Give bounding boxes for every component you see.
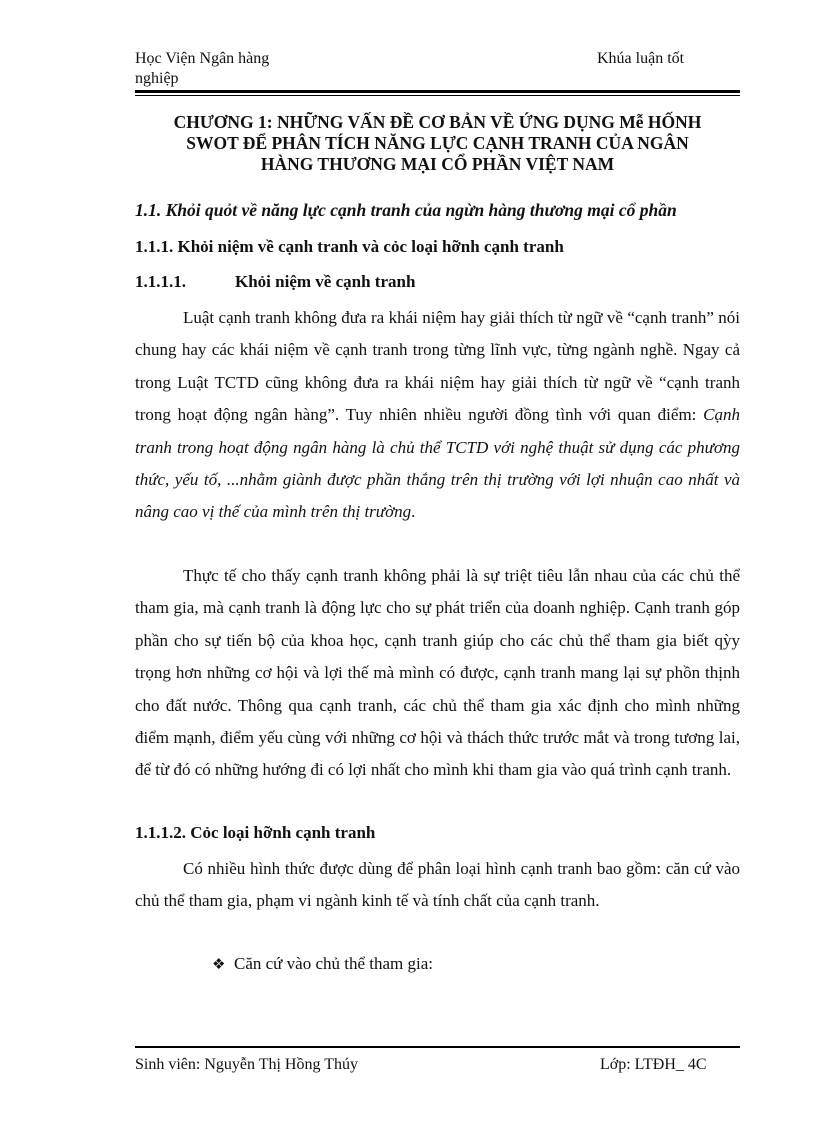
diamond-bullet-icon: ❖ [212, 955, 226, 973]
section-number: 1.1.1.1. [135, 272, 186, 291]
header-rule-thick [135, 90, 740, 93]
footer-student-name: Sinh viên: Nguyễn Thị Hồng Thúy [135, 1056, 358, 1073]
footer-class: Lớp: LTĐH_ 4C [600, 1056, 707, 1073]
section-heading-1-1: 1.1. Khỏi quỏt về năng lực cạnh tranh của ngừn hàng thương mại cổ phần [135, 200, 677, 220]
header-institution [135, 49, 335, 89]
paragraph-competition-role [135, 560, 740, 787]
header-institution-line2: nghiệp [135, 70, 179, 87]
header-institution-line1: Học Viện Ngân hàng [135, 50, 270, 67]
paragraph-text: Thực tế cho thấy cạnh tranh không phải là sự triệt tiêu lẫn nhau của các chủ thể tham gia, mà cạnh tranh là động lực cho sự phát triển của doanh nghiệp. Cạnh tranh góp phần cho sự tiến bộ của khoa học, cạnh tranh giúp cho các chủ thể tham gia biết qỳy trọng hơn những cơ hội và lợi thế mà mình có được, cạnh tranh mang lại sự phồn thịnh cho đất nước. Thông qua cạnh tranh, các chủ thể tham gia xác định cho mình những điểm mạnh, điểm yếu cùng với những cơ hội và thách thức trước mắt và trong tương lai, để từ đó có những hướng đi có lợi nhất cho mình khi tham gia vào quá trình cạnh tranh. [135, 566, 740, 780]
footer-rule [135, 1046, 740, 1048]
paragraph-text: Có nhiều hình thức được dùng để phân loại hình cạnh tranh bao gồm: căn cứ vào chủ thể tham gia, phạm vi ngành kinh tế và tính chất của cạnh tranh. [135, 859, 740, 911]
chapter-title-line3: HÀNG THƯƠNG MẠI CỔ PHẦN VIỆT NAM [260, 154, 615, 174]
paragraph-competition-definition [135, 302, 740, 529]
header-rule-thin [135, 95, 740, 96]
section-heading-1-1-1-1 [135, 272, 415, 292]
bullet-item [212, 954, 433, 974]
section-title: Khỏi niệm về cạnh tranh [235, 272, 416, 291]
bullet-text: Căn cứ vào chủ thể tham gia: [234, 954, 433, 973]
chapter-title-line2: SWOT ĐỂ PHÂN TÍCH NĂNG LỰC CẠNH TRANH CỦA NGÂN [186, 133, 689, 153]
chapter-title [135, 112, 740, 175]
paragraph-competition-types [135, 853, 740, 918]
header-document-type: Khúa luận tốt [597, 50, 685, 67]
paragraph-italic-quote: Cạnh tranh trong hoạt động ngân hàng là chủ thể TCTD với nghệ thuật sử dụng các phương thức, yếu tố, ...nhằm giành được phần thắng trên thị trường với lợi nhuận cao nhất và nâng cao vị thế của mình trên thị trường [135, 405, 740, 522]
paragraph-end: . [411, 502, 416, 522]
paragraph-text: Luật cạnh tranh không đưa ra khái niệm hay giải thích từ ngữ về “cạnh tranh” nói chung hay các khái niệm về cạnh tranh trong từng lĩnh vực, từng ngành nghề. Ngay cả trong Luật TCTD cũng không đưa ra khái niệm hay giải thích từ ngữ về “cạnh tranh trong hoạt động ngân hàng”. Tuy nhiên nhiều người đồng tình với quan điểm: [135, 308, 740, 425]
chapter-title-line1: CHƯƠNG 1: NHỮNG VẤN ĐỀ CƠ BẢN VỀ ỨNG DỤNG Mễ HỐNH [173, 112, 702, 132]
section-heading-1-1-1-2: 1.1.1.2. Cỏc loại hỡnh cạnh tranh [135, 823, 376, 842]
section-heading-1-1-1: 1.1.1. Khỏi niệm về cạnh tranh và cỏc loại hỡnh cạnh tranh [135, 237, 564, 256]
